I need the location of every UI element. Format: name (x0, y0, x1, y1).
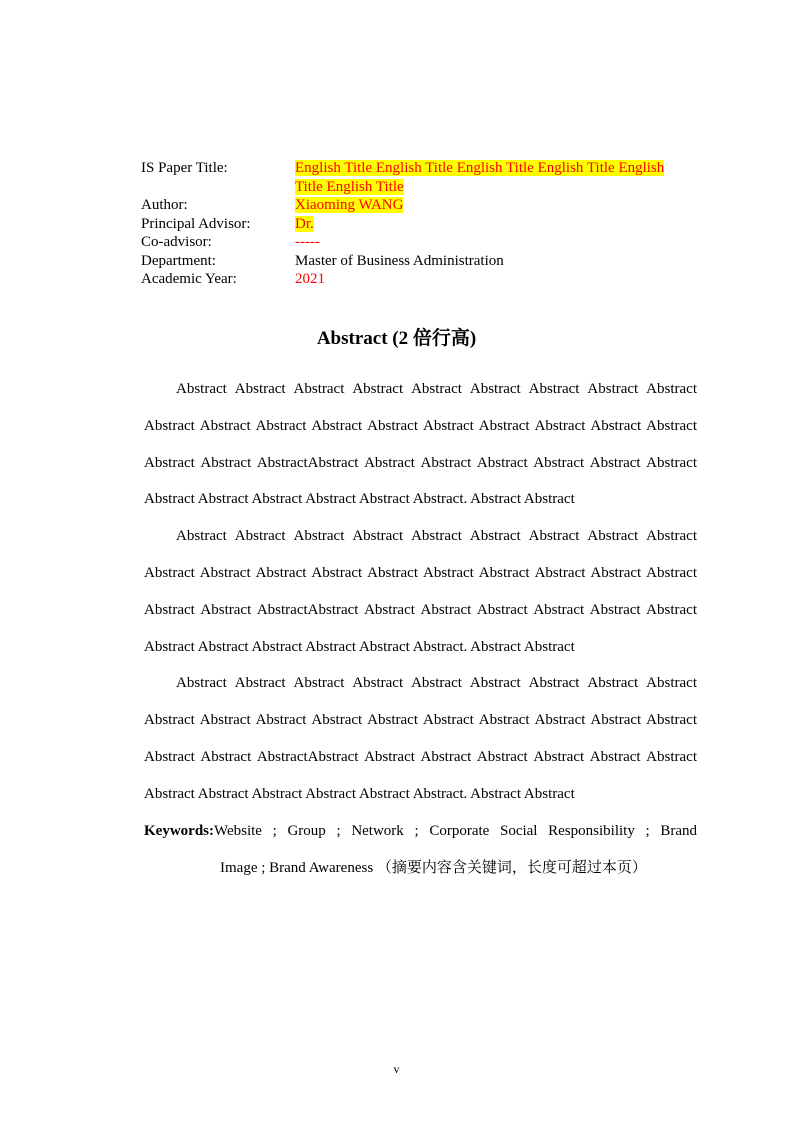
keywords-continuation: Image ; Brand Awareness （摘要内容含关键词，长度可超过本页） (220, 859, 647, 876)
keywords-label: Keywords: (144, 822, 214, 839)
author-row (141, 196, 703, 215)
year-label: Academic Year: (141, 271, 237, 287)
year-value: 2021 (295, 271, 325, 287)
advisor-value: Dr. (295, 215, 314, 232)
title-label: IS Paper Title: (141, 160, 228, 176)
abstract-paragraph: Abstract Abstract Abstract Abstract Abstract Abstract Abstract Abstract Abstract Abstract Abstract Abstract Abstract Abstract Abstract Abstract Abstract Abstract Abstract Abstract Abstract AbstractAbstract Abstract Abstract Abstract Abstract Abstract Abstract Abstract Abstract Abstract Abstract Abstract Abstract. Abstract Abstract (144, 675, 697, 802)
title-value (295, 159, 703, 196)
year-row (141, 270, 703, 289)
coadvisor-value: ----- (295, 234, 320, 250)
coadvisor-label: Co-advisor: (141, 234, 212, 250)
title-value-line1: English Title English Title English Title English Title English (295, 160, 665, 176)
coadvisor-row (141, 233, 703, 252)
keywords-line (144, 813, 697, 850)
title-value-line2: Title English Title (295, 178, 404, 195)
author-label: Author: (141, 197, 188, 213)
advisor-label: Principal Advisor: (141, 215, 251, 232)
abstract-heading: Abstract (2 倍行高) (316, 328, 477, 349)
abstract-body (144, 371, 697, 887)
department-row (141, 252, 703, 271)
advisor-row (141, 215, 703, 234)
department-value: Master of Business Administration (295, 252, 504, 269)
page-number: v (393, 1062, 400, 1076)
abstract-paragraph: Abstract Abstract Abstract Abstract Abstract Abstract Abstract Abstract Abstract Abstract Abstract Abstract Abstract Abstract Abstract Abstract Abstract Abstract Abstract Abstract Abstract AbstractAbstract Abstract Abstract Abstract Abstract Abstract Abstract Abstract Abstract Abstract Abstract Abstract Abstract. Abstract Abstract (144, 528, 697, 655)
paper-info (141, 159, 703, 289)
title-row (141, 159, 703, 196)
abstract-paragraph: Abstract Abstract Abstract Abstract Abstract Abstract Abstract Abstract Abstract Abstract Abstract Abstract Abstract Abstract Abstract Abstract Abstract Abstract Abstract Abstract Abstract AbstractAbstract Abstract Abstract Abstract Abstract Abstract Abstract Abstract Abstract Abstract Abstract Abstract Abstract. Abstract Abstract (144, 381, 697, 508)
author-value: Xiaoming WANG (295, 197, 404, 213)
keywords-text: Website ; Group ; Network ; Corporate Social Responsibility ; Brand (214, 822, 697, 839)
department-label: Department: (141, 252, 216, 269)
